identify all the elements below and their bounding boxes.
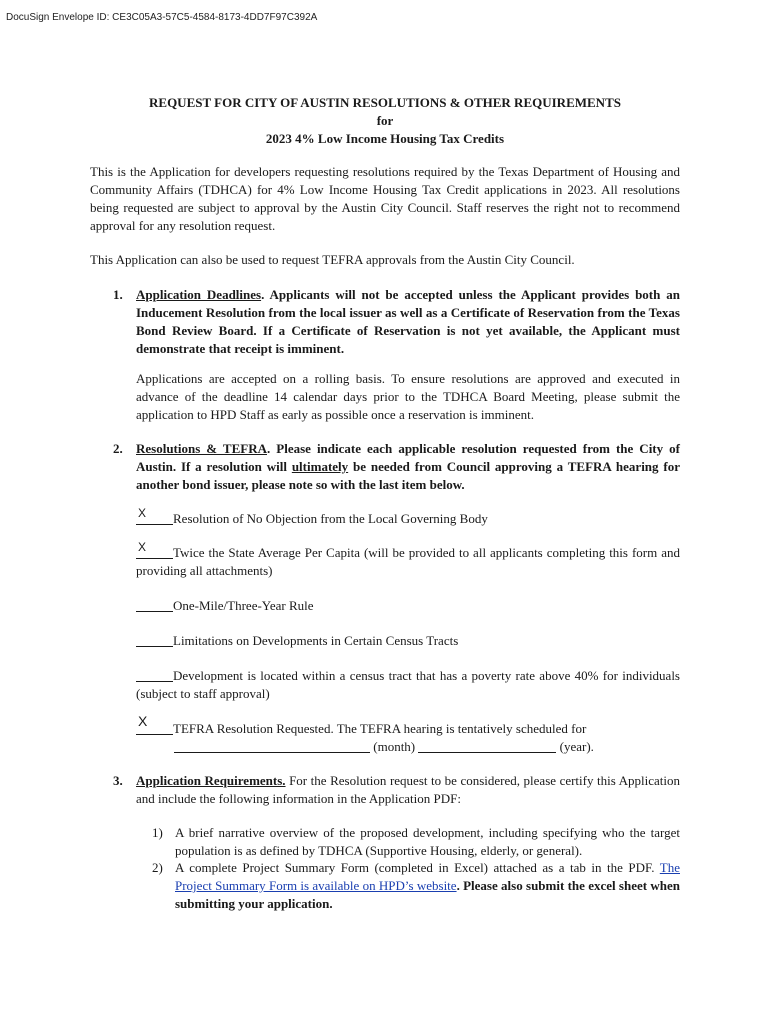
section-2-title: Resolutions & TEFRA — [136, 441, 267, 456]
section-3-heading — [136, 772, 680, 808]
check-mark: X — [138, 713, 148, 729]
section-2-heading-text-b: be needed from Council approving a TEFRA hearing for another bond issuer, please note so with the last item below. — [136, 459, 680, 492]
option-census-tract-limits[interactable] — [136, 632, 680, 650]
section-1-heading-text: . Applicants will not be accepted unless the Applicant provides both an Inducement Resolution from the local issuer as well as a Certificate of Reservation from the Texas Bond Review Board. If a Certificate of Reservation is not yet available, the Applicant must demonstrate that receipt is imminent. — [136, 287, 680, 356]
section-3-number: 3. — [113, 773, 123, 788]
requirement-number: 1) — [152, 825, 163, 840]
checkbox-blank[interactable] — [136, 506, 173, 525]
requirement-text: A complete Project Summary Form (completed in Excel) attached as a tab in the PDF. — [175, 860, 655, 875]
requirement-item-1 — [152, 824, 680, 860]
option-label: TEFRA Resolution Requested. The TEFRA hearing is tentatively scheduled for — [173, 721, 587, 736]
checkbox-blank[interactable] — [136, 667, 173, 682]
check-mark: X — [138, 540, 147, 554]
option-label: Twice the State Average Per Capita (will be provided to all applicants completing this form and providing all attachments) — [136, 545, 680, 578]
option-tefra-resolution[interactable] — [136, 713, 680, 738]
year-label: (year). — [559, 739, 594, 754]
tefra-note: This Application can also be used to request TEFRA approvals from the Austin City Council. — [90, 252, 575, 267]
checkbox-blank[interactable] — [136, 632, 173, 647]
checkbox-blank[interactable] — [136, 597, 173, 612]
project-summary-form-link[interactable]: The Project Summary Form is available on HPD’s website — [175, 860, 680, 893]
section-2-ultimately: ultimately — [291, 459, 349, 474]
section-2-number: 2. — [113, 441, 123, 456]
option-no-objection[interactable] — [136, 506, 680, 528]
option-one-mile-three-year[interactable] — [136, 597, 680, 615]
option-label: Development is located within a census tract that has a poverty rate above 40% for individuals (subject to staff approval) — [136, 668, 680, 701]
requirement-bold-note: . Please also submit the excel sheet when submitting your application. — [175, 878, 680, 911]
title-line-3: 2023 4% Low Income Housing Tax Credits — [265, 131, 505, 146]
title-line-1: REQUEST FOR CITY OF AUSTIN RESOLUTIONS & OTHER REQUIREMENTS — [149, 95, 621, 110]
section-1-number: 1. — [113, 287, 123, 302]
section-3-heading-text: For the Resolution request to be considered, please certify this Application and include the following information in the Application PDF: — [136, 773, 680, 806]
option-twice-state-average[interactable] — [136, 540, 680, 580]
tefra-date-line — [174, 738, 674, 756]
requirement-text: A brief narrative overview of the proposed development, including specifying who the target population is as defined by TDHCA (Supportive Housing, elderly, or general). — [175, 825, 680, 858]
option-label: One-Mile/Three-Year Rule — [173, 598, 314, 613]
checkbox-blank[interactable] — [136, 540, 173, 559]
title-line-2: for — [376, 113, 394, 128]
checkbox-blank[interactable] — [136, 713, 173, 735]
section-2-heading — [136, 440, 680, 494]
option-label: Resolution of No Objection from the Local Governing Body — [173, 511, 488, 526]
section-1-body: Applications are accepted on a rolling basis. To ensure resolutions are approved and executed in advance of the deadline 14 calendar days prior to the TDHCA Board Meeting, please submit the application to HPD Staff as early as possible once a reservation is imminent. — [136, 371, 680, 422]
month-label: (month) — [373, 739, 416, 754]
section-1-heading — [136, 286, 680, 358]
section-3-title: Application Requirements. — [136, 773, 286, 788]
option-label: Limitations on Developments in Certain Census Tracts — [173, 633, 459, 648]
requirement-number: 2) — [152, 860, 163, 875]
month-field[interactable] — [174, 739, 370, 753]
document-title — [0, 94, 770, 148]
section-1-title: Application Deadlines — [136, 287, 262, 302]
option-poverty-rate[interactable] — [136, 667, 680, 703]
year-field[interactable] — [418, 739, 556, 753]
intro-paragraph: This is the Application for developers requesting resolutions required by the Texas Department of Housing and Community Affairs (TDHCA) for 4% Low Income Housing Tax Credit applications in 2023. All resolutions being requested are subject to approval by the Austin City Council. Staff reserves the right not to recommend approval for any resolution request. — [90, 164, 680, 233]
check-mark: X — [138, 506, 147, 520]
section-2-heading-text-a: . Please indicate each applicable resolution requested from the City of Austin. If a resolution will — [136, 441, 680, 474]
requirement-item-2 — [152, 859, 680, 913]
docusign-envelope-id: DocuSign Envelope ID: CE3C05A3-57C5-4584-8173-4DD7F97C392A — [6, 12, 318, 23]
requirement-text-block — [175, 859, 680, 913]
